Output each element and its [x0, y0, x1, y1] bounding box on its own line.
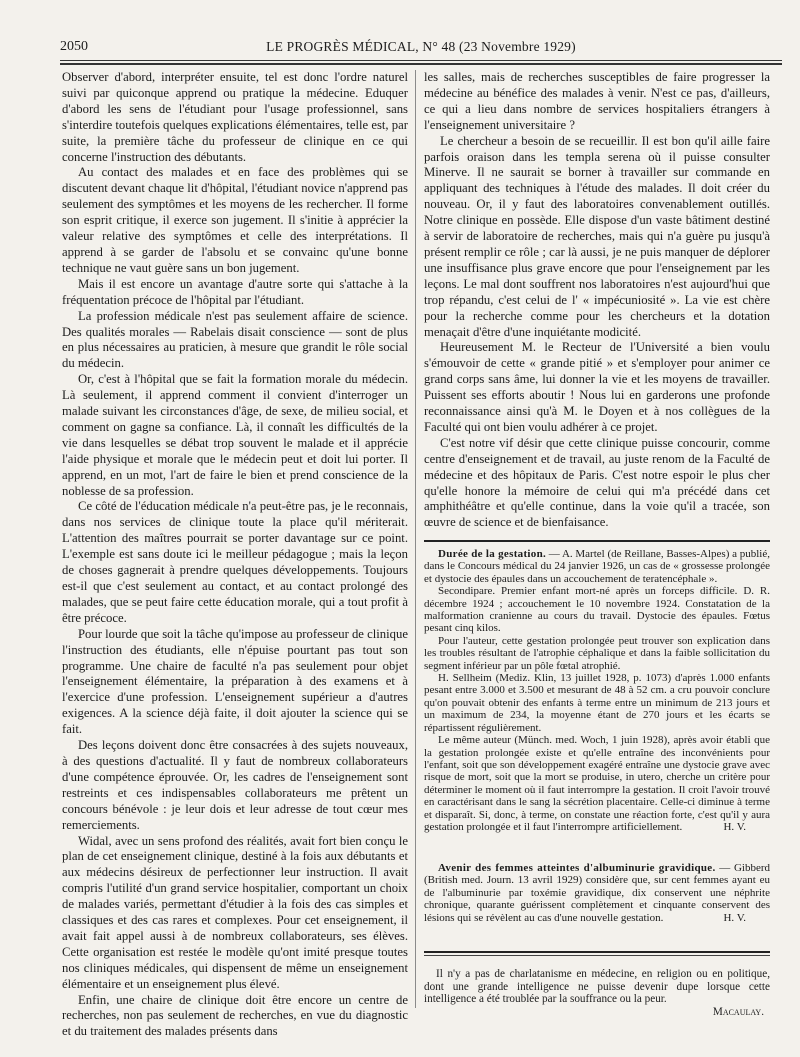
page-number: 2050 — [60, 39, 88, 54]
note-paragraph: Le même auteur (Münch. med. Woch, 1 juin 1928), après avoir établi que la gestation prolongée existe et qu'elle entraîne des inconvénients pour l'enfant, soit que son développement exagéré entraîne une dystocie grave avec risque de mort, soit que la mort se produise, in utero, cherche un critère pour déterminer le moment où il faut interrompre la gestation. Il croit l'avoir trouvé en caractérisant dans le sang la sécrétion placentaire. Celle-ci diminue à terme et disparaît. Si, donc, à terme, on constate une réaction forte, c'est qu'il y aura gestation prolongée et il faut l'interrompre artificiellement. — [424, 734, 770, 833]
header-rule — [60, 60, 782, 61]
paragraph: Ce côté de l'éducation médicale n'a peut-être pas, je le reconnais, dans nos services de clinique toute la place qu'il mériterait. L'attention des maîtres pourrait se porter davantage sur ce point. L'exemple est sans doute ici le meilleur pédagogue ; mais la leçon de choses gagnerait à prendre quelques développements. Toujours est-il que c'est seulement au contact, et au contact prolongé des malades, que se peut faire cette éducation morale, qui a tout profit à être précoce. — [62, 499, 408, 625]
note-intro: — A. Martel (de Reillane, Basses-Alpes) a publié, dans le Concours médical du 24 janvier 1926, un cas de « grossesse prolongée et dystocie des épaules dans un accouchement de teratencéphale ». — [424, 548, 770, 585]
note-signature: H. V. — [723, 911, 746, 924]
column-separator — [415, 70, 416, 1008]
section-rule — [424, 540, 770, 542]
note-paragraph: H. Sellheim (Mediz. Klin, 13 juillet 1928, p. 1073) d'après 1.000 enfants pesant entre 3.000 et 3.500 et mesurant de 48 à 52 cm. a cru pouvoir conclure qu'on pouvait obtenir des enfants à terme entre un minimum de 213 jours et un maximum de 234, la moyenne étant de 270 jours et les écarts se répartissent régulièrement. — [424, 672, 770, 734]
paragraph: Le chercheur a besoin de se recueillir. Il est bon qu'il aille faire parfois oraison dans les templa serena où il puisse consulter Minerve. Il ne saurait se borner à travailler sur commande en appliquant des techniques à l'étude des malades. Il doit créer du nouveau. Or, il y faut des laboratoires convenablement outillés. Notre clinique en possède. Elle dispose d'un vaste bâtiment destiné à servir de laboratoire de recherches, mais qui n'a guère pu jusqu'à présent remplir ce rôle ; car là aussi, je ne puis manquer de déplorer une insuffisance plus grave encore que pour l'enseignement par les leçons. Le mal dont souffrent nos laboratoires n'est aujourd'hui que trop répandu, c'est celui de l' « impécuniosité ». La vie est chère pour la recherche comme pour les chercheurs et la dotation menaçait d'être d'une inquiétante modicité. — [424, 133, 770, 339]
left-column — [62, 70, 408, 1040]
quote-text: Il n'y a pas de charlatanisme en médecine, en religion ou en politique, dont une grande intelligence ne puisse devenir dupe lorsque cette intelligence a été troublée par la souffrance ou la peur. — [424, 968, 770, 1006]
page-header — [60, 36, 782, 58]
section-rule — [424, 951, 770, 953]
note-text: — Gibberd (British med. Journ. 13 avril 1929) considère que, sur cent femmes ayant eu de l'albuminurie par toxémie gravidique, dix conservent une néphrite chronique, quarante guérissent complètement et cinquante conservent des lésions qui se révèlent au cas d'une nouvelle gestation. — [424, 862, 771, 924]
paragraph: Des leçons doivent donc être consacrées à des sujets nouveaux, à des questions d'actualité. Il y faut de nombreux collaborateurs d'une compétence éprouvée. Or, les cadres de l'enseignement sont restreints et ces indispensables collaborateurs me prêtent un concours bénévole : je leur dois et leur adresse de tout cœur mes remerciements. — [62, 738, 408, 832]
note-paragraph: Secondipare. Premier enfant mort-né après un forceps difficile. D. R. décembre 1924 ; accouchement le 10 novembre 1924. Constatation de la malformation cranienne au cours du travail. Dystocie des épaules. Fœtus pesant cinq kilos. — [424, 585, 770, 635]
paragraph: Or, c'est à l'hôpital que se fait la formation morale du médecin. Là seulement, il apprend comment il convient d'interroger un malade suivant les circonstances d'âge, de sexe, de milieu social, et comment on gagne sa confiance. Là, il connaît les difficultés de la vie dans lesquelles se débat trop souvent le malade et il apprécie l'aide physique et morale que le médecin peut et doit lui porter. Il apprend, en un mot, l'art de faire le bien et prend conscience de la noblesse de sa profession. — [62, 372, 408, 498]
note-title: Durée de la gestation. — [438, 548, 547, 560]
header-rule-thick — [60, 63, 782, 65]
paragraph: Heureusement M. le Recteur de l'Université a bien voulu s'émouvoir de cette « grande pitié » et s'employer pour animer ce grand corps sans âme, lui donner la vie et les moyens de travailler. Puissent ses efforts aboutir ! Nous lui en garderons une profonde reconnaissance ainsi qu'à M. le Doyen et à nos collègues de la Faculté qui ont bien voulu adhérer à ce projet. — [424, 340, 770, 434]
note-title: Avenir des femmes atteintes d'albuminurie gravidique. — [438, 862, 716, 874]
note-signature: H. V. — [723, 820, 746, 833]
epigraph-quote — [424, 968, 770, 1018]
paragraph: Widal, avec un sens profond des réalités, avait fort bien conçu le plan de cet enseignement clinique, destiné à la fois aux débutants et aux médecins désireux de perfectionner leur instruction. Il avait compris l'utilité d'un grand service hospitalier, comportant un choix de malades variés, permettant d'étudier à la fois des cas simples et classiques et des cas rares et complexes. Pour cet enseignement, il avait fait appel aussi à de nombreux collaborateurs, ses élèves. Cette organisation est restée le modèle qu'ont imité presque toutes nos cliniques médicales, qui dispensent de même un enseignement élémentaire et un enseignement plus élevé. — [62, 833, 408, 991]
quote-author: Macaulay. — [712, 1005, 764, 1018]
paragraph: Enfin, une chaire de clinique doit être encore un centre de recherches, non pas seulement de recherches, en vue du diagnostic et du traitement des malades présents dans — [62, 992, 408, 1039]
section-rule-thin — [424, 955, 770, 956]
running-title: LE PROGRÈS MÉDICAL, N° 48 (23 Novembre 1929) — [266, 39, 576, 54]
paragraph: Observer d'abord, interpréter ensuite, tel est donc l'ordre naturel suivi par quiconque apprend ou pratique la médecine. Eduquer d'abord les sens de l'étudiant pour l'usage professionnel, sans s'interdire toutefois quelques explications élémentaires, telle est, par suite, la première tâche du professeur de clinique en ce qui concerne l'instruction des débutants. — [62, 70, 408, 164]
paragraph: La profession médicale n'est pas seulement affaire de science. Des qualités morales — Rabelais disait conscience — sont de plus en plus nécessaires au praticien, à mesure que grandit le rôle social du médecin. — [62, 308, 408, 371]
note-paragraph: Pour l'auteur, cette gestation prolongée peut trouver son explication dans les troubles résultant de l'atrophie céphalique et dans la faible sollicitation du segment inférieur par un pôle fœtal atrophié. — [424, 634, 770, 672]
paragraph: Mais il est encore un avantage d'autre sorte qui s'attache à la fréquentation précoce de l'hôpital par l'étudiant. — [62, 276, 408, 307]
paragraph: C'est notre vif désir que cette clinique puisse concourir, comme centre d'enseignement et de travail, au juste renom de la Faculté de médecine et des hôpitaux de Paris. C'est notre espoir le plus cher qu'elle honore la mémoire de celui qui m'a précédé dans cet amphithéâtre et qu'elle continue, dans la voie qu'il a tracée, son œuvre de science et de bienfaisance. — [424, 435, 770, 530]
paragraph: les salles, mais de recherches susceptibles de faire progresser la médecine au bénéfice des malades à venir. N'est ce pas, d'ailleurs, ce qui a lieu dans nombre de services hospitaliers étrangers à l'enseignement universitaire ? — [424, 70, 770, 132]
note-gestation — [424, 548, 770, 833]
note-albuminurie — [424, 862, 770, 924]
paragraph: Au contact des malades et en face des problèmes qui se discutent devant chaque lit d'hôpital, l'étudiant novice n'apprend pas seulement des symptômes et les moyens de les rechercher. Il forme son esprit critique, il exerce son jugement. Il s'initie à apprécier la valeur relative des symptômes et celle des interprétations. Il apprend à se garder de l'absolu et se convainc qu'une bonne technique ne vaut guère sans un bon jugement. — [62, 165, 408, 275]
right-column — [424, 70, 770, 531]
paragraph: Pour lourde que soit la tâche qu'impose au professeur de clinique l'instruction des étudiants, elle n'épuise pourtant pas tout son programme. Une chaire de faculté n'a pas seulement pour objet l'enseignement élémentaire, la préparation à des examens et à l'exercice d'une profession. L'enseignement supérieur a d'autres exigences. A la science déjà faite, il doit ajouter la science qui se fait. — [62, 626, 408, 737]
